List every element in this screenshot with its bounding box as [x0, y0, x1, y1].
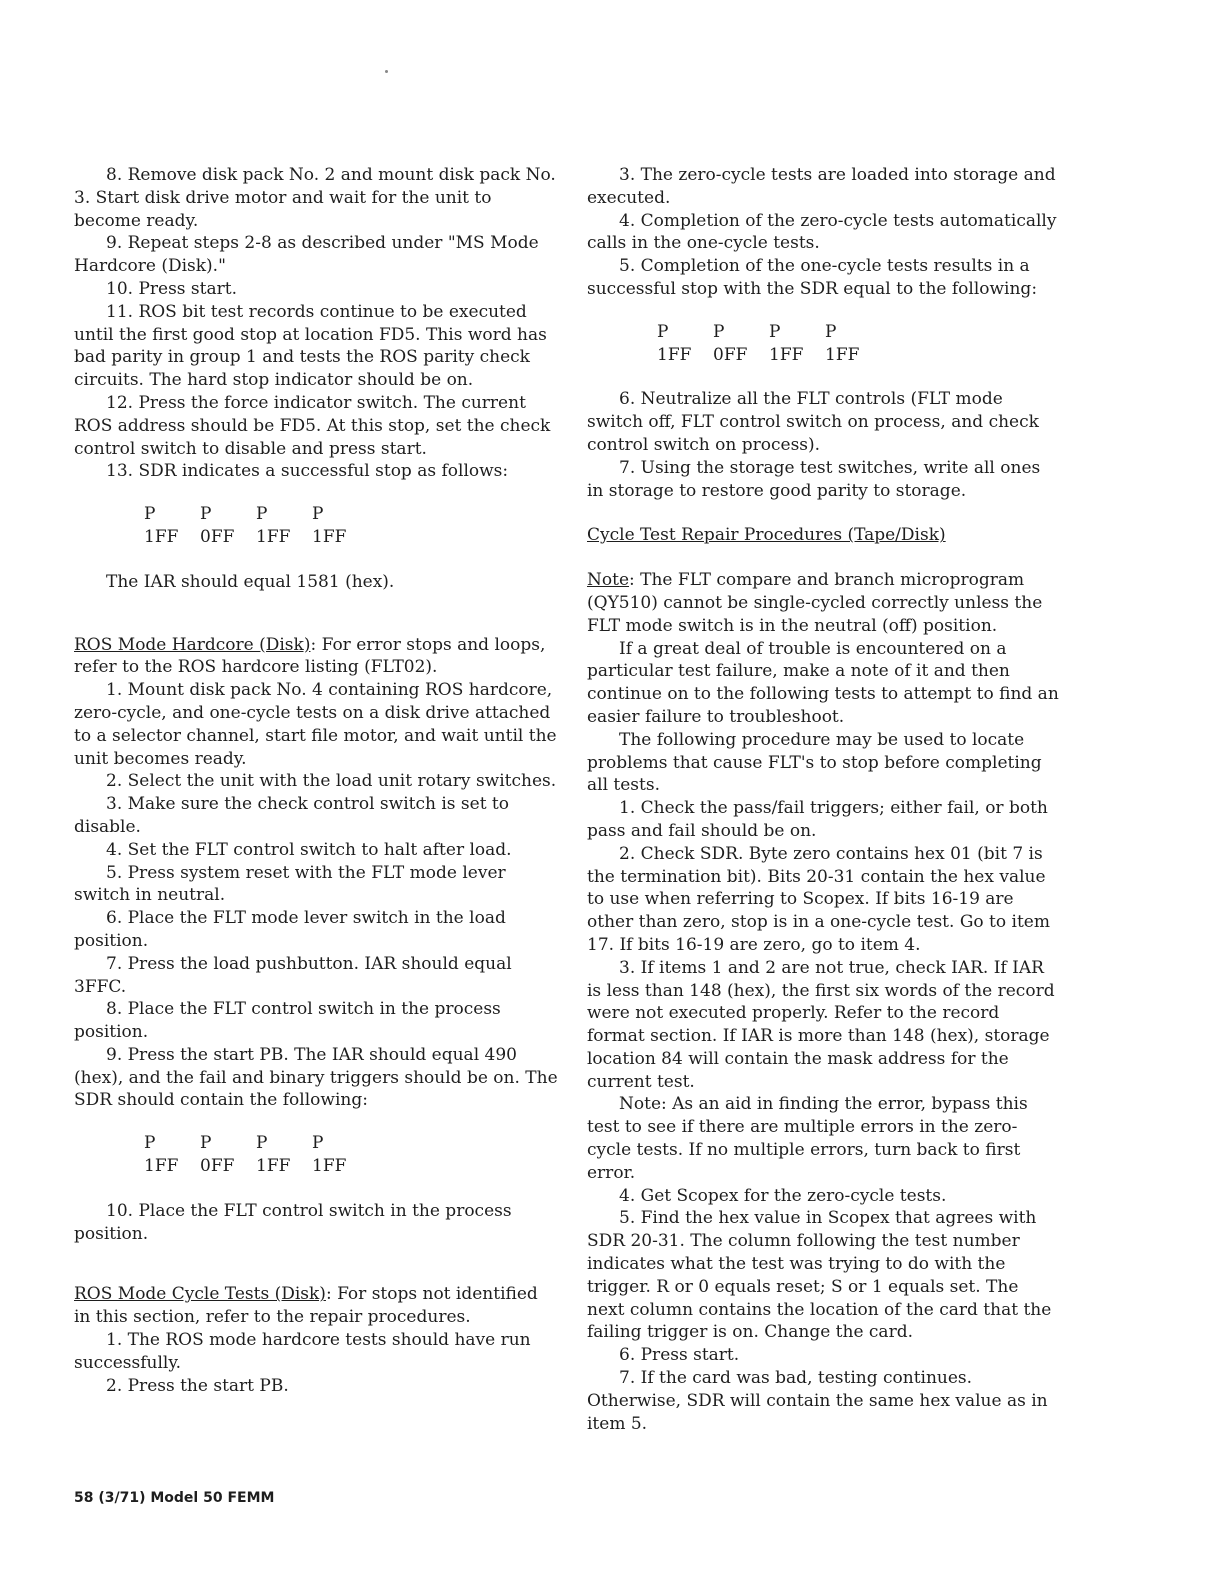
- body-paragraph: The following procedure may be used to locate problems that cause FLT's to stop before completing all tests.: [587, 729, 1042, 796]
- scan-speck: [385, 70, 388, 73]
- sdr-value: 0FF: [200, 1156, 235, 1177]
- sdr-parity: P: [825, 321, 837, 342]
- section-cycle-tests: [74, 1283, 558, 1329]
- step-paragraph: 6. Press start.: [619, 1345, 740, 1366]
- step-paragraph: 1. Check the pass/fail triggers; either fail, or both pass and fail should be on.: [587, 798, 1048, 841]
- step-paragraph: 2. Select the unit with the load unit rotary switches.: [106, 771, 557, 792]
- step-paragraph: 12. Press the force indicator switch. The current ROS address should be FD5. At this stop, set the check control switch to disable and press start.: [74, 392, 551, 459]
- step-paragraph: 9. Repeat steps 2-8 as described under "MS Mode Hardcore (Disk).": [74, 233, 539, 277]
- step-paragraph: 8. Place the FLT control switch in the process position.: [74, 999, 501, 1043]
- step-paragraph: Note: As an aid in finding the error, bypass this test to see if there are multiple errors in the zero-cycle tests. If no multiple errors, turn back to first error.: [587, 1094, 1028, 1183]
- sdr-parity: P: [312, 1133, 324, 1154]
- sdr-parity: P: [256, 1133, 268, 1154]
- sdr-parity: P: [144, 504, 156, 525]
- iar-note: The IAR should equal 1581 (hex).: [106, 571, 395, 592]
- sdr-parity: P: [713, 321, 725, 342]
- step-paragraph: 5. Completion of the one-cycle tests results in a successful stop with the SDR equal to the following:: [587, 256, 1038, 299]
- step-paragraph: 7. Press the load pushbutton. IAR should equal 3FFC.: [74, 953, 512, 997]
- step-paragraph: 4. Set the FLT control switch to halt after load.: [106, 839, 512, 860]
- page-footer: 58 (3/71) Model 50 FEMM: [74, 1490, 275, 1506]
- sdr-parity: P: [200, 504, 212, 525]
- sdr-value: 1FF: [657, 344, 692, 365]
- step-paragraph: 7. Using the storage test switches, write all ones in storage to restore good parity to storage.: [587, 457, 1041, 501]
- step-paragraph: 11. ROS bit test records continue to be executed until the first good stop at location FD5. This word has bad parity in group 1 and tests the ROS parity check circuits. The hard stop indicator should be on.: [74, 301, 547, 391]
- sdr-parity: P: [657, 321, 669, 342]
- step-paragraph: 2. Press the start PB.: [106, 1375, 289, 1396]
- step-paragraph: 6. Neutralize all the FLT controls (FLT mode switch off, FLT control switch on process, and check control switch on process).: [587, 389, 1039, 455]
- step-paragraph: 3. The zero-cycle tests are loaded into storage and executed.: [587, 165, 1056, 208]
- sdr-value: 1FF: [312, 526, 347, 547]
- sdr-table: [657, 321, 1061, 367]
- step-paragraph: 5. Find the hex value in Scopex that agrees with SDR 20-31. The column following the test number indicates what the test was trying to do with the trigger. R or 0 equals reset; S or 1 equals set. The next column contains the location of the card that the failing trigger is on. Change the card.: [587, 1208, 1052, 1343]
- step-paragraph: 1. Mount disk pack No. 4 containing ROS hardcore, zero-cycle, and one-cycle tests on a disk drive attached to a selector channel, start file motor, and wait until the unit becomes ready.: [74, 680, 557, 769]
- section-hardcore: [74, 634, 558, 680]
- right-column: [587, 164, 1061, 1435]
- step-paragraph: 2. Check SDR. Byte zero contains hex 01 (bit 7 is the termination bit). Bits 20-31 contain the hex value to use when referring to Scopex. If bits 16-19 are other than zero, stop is in a one-cycle test. Go to item 17. If bits 16-19 are zero, go to item 4.: [587, 843, 1050, 955]
- section-intro: : For error stops and loops, refer to the ROS hardcore listing (FLT02).: [74, 634, 546, 678]
- sdr-value: 1FF: [256, 1156, 291, 1177]
- step-paragraph: 3. If items 1 and 2 are not true, check IAR. If IAR is less than 148 (hex), the first six words of the record were not executed properly. Refer to the record format section. If IAR is more than 148 (hex), storage location 84 will contain the mask address for the current test.: [587, 957, 1055, 1092]
- step-paragraph: 5. Press system reset with the FLT mode lever switch in neutral.: [74, 862, 506, 906]
- sdr-value: 1FF: [825, 344, 860, 365]
- body-paragraph: If a great deal of trouble is encountered on a particular test failure, make a note of it and then continue on to the following tests to attempt to find an easier failure to troubleshoot.: [587, 638, 1059, 727]
- sdr-parity: P: [144, 1133, 156, 1154]
- sdr-parity: P: [769, 321, 781, 342]
- step-paragraph: 10. Press start.: [106, 278, 237, 299]
- left-column: [74, 164, 558, 1397]
- step-paragraph: 9. Press the start PB. The IAR should equal 490 (hex), and the fail and binary triggers should be on. The SDR should contain the following:: [74, 1044, 558, 1111]
- sdr-table: [144, 503, 558, 549]
- step-paragraph: 7. If the card was bad, testing continues. Otherwise, SDR will contain the same hex value as in item 5.: [587, 1368, 1048, 1434]
- note-text: : The FLT compare and branch microprogram (QY510) cannot be single-cycled correctly unless the FLT mode switch is in the neutral (off) position.: [587, 570, 1043, 636]
- sdr-value: 0FF: [200, 526, 235, 547]
- sdr-parity: P: [256, 504, 268, 525]
- sdr-value: 0FF: [713, 344, 748, 365]
- step-paragraph: 6. Place the FLT mode lever switch in the load position.: [74, 908, 506, 951]
- step-paragraph: 3. Make sure the check control switch is set to disable.: [74, 794, 510, 837]
- step-paragraph: 4. Get Scopex for the zero-cycle tests.: [619, 1185, 947, 1206]
- sdr-value: 1FF: [312, 1156, 347, 1177]
- note-paragraph: [587, 569, 1061, 637]
- section-intro: : For stops not identified in this section, refer to the repair procedures.: [74, 1284, 538, 1328]
- step-paragraph: 13. SDR indicates a successful stop as follows:: [106, 461, 509, 482]
- step-paragraph: 4. Completion of the zero-cycle tests automatically calls in the one-cycle tests.: [587, 210, 1057, 254]
- note-label: Note: [587, 570, 630, 591]
- section-heading: Cycle Test Repair Procedures (Tape/Disk): [587, 525, 946, 546]
- sdr-value: 1FF: [256, 526, 291, 547]
- sdr-value: 1FF: [144, 526, 179, 547]
- step-paragraph: 1. The ROS mode hardcore tests should have run successfully.: [74, 1330, 531, 1373]
- section-heading: ROS Mode Cycle Tests (Disk): [74, 1284, 326, 1305]
- sdr-parity: P: [312, 504, 324, 525]
- step-paragraph: 8. Remove disk pack No. 2 and mount disk pack No. 3. Start disk drive motor and wait for the unit to become ready.: [74, 165, 556, 231]
- sdr-value: 1FF: [144, 1156, 179, 1177]
- sdr-parity: P: [200, 1133, 212, 1154]
- sdr-table: [144, 1132, 558, 1178]
- step-paragraph: 10. Place the FLT control switch in the process position.: [74, 1200, 512, 1244]
- sdr-value: 1FF: [769, 344, 804, 365]
- section-heading: ROS Mode Hardcore (Disk): [74, 634, 311, 655]
